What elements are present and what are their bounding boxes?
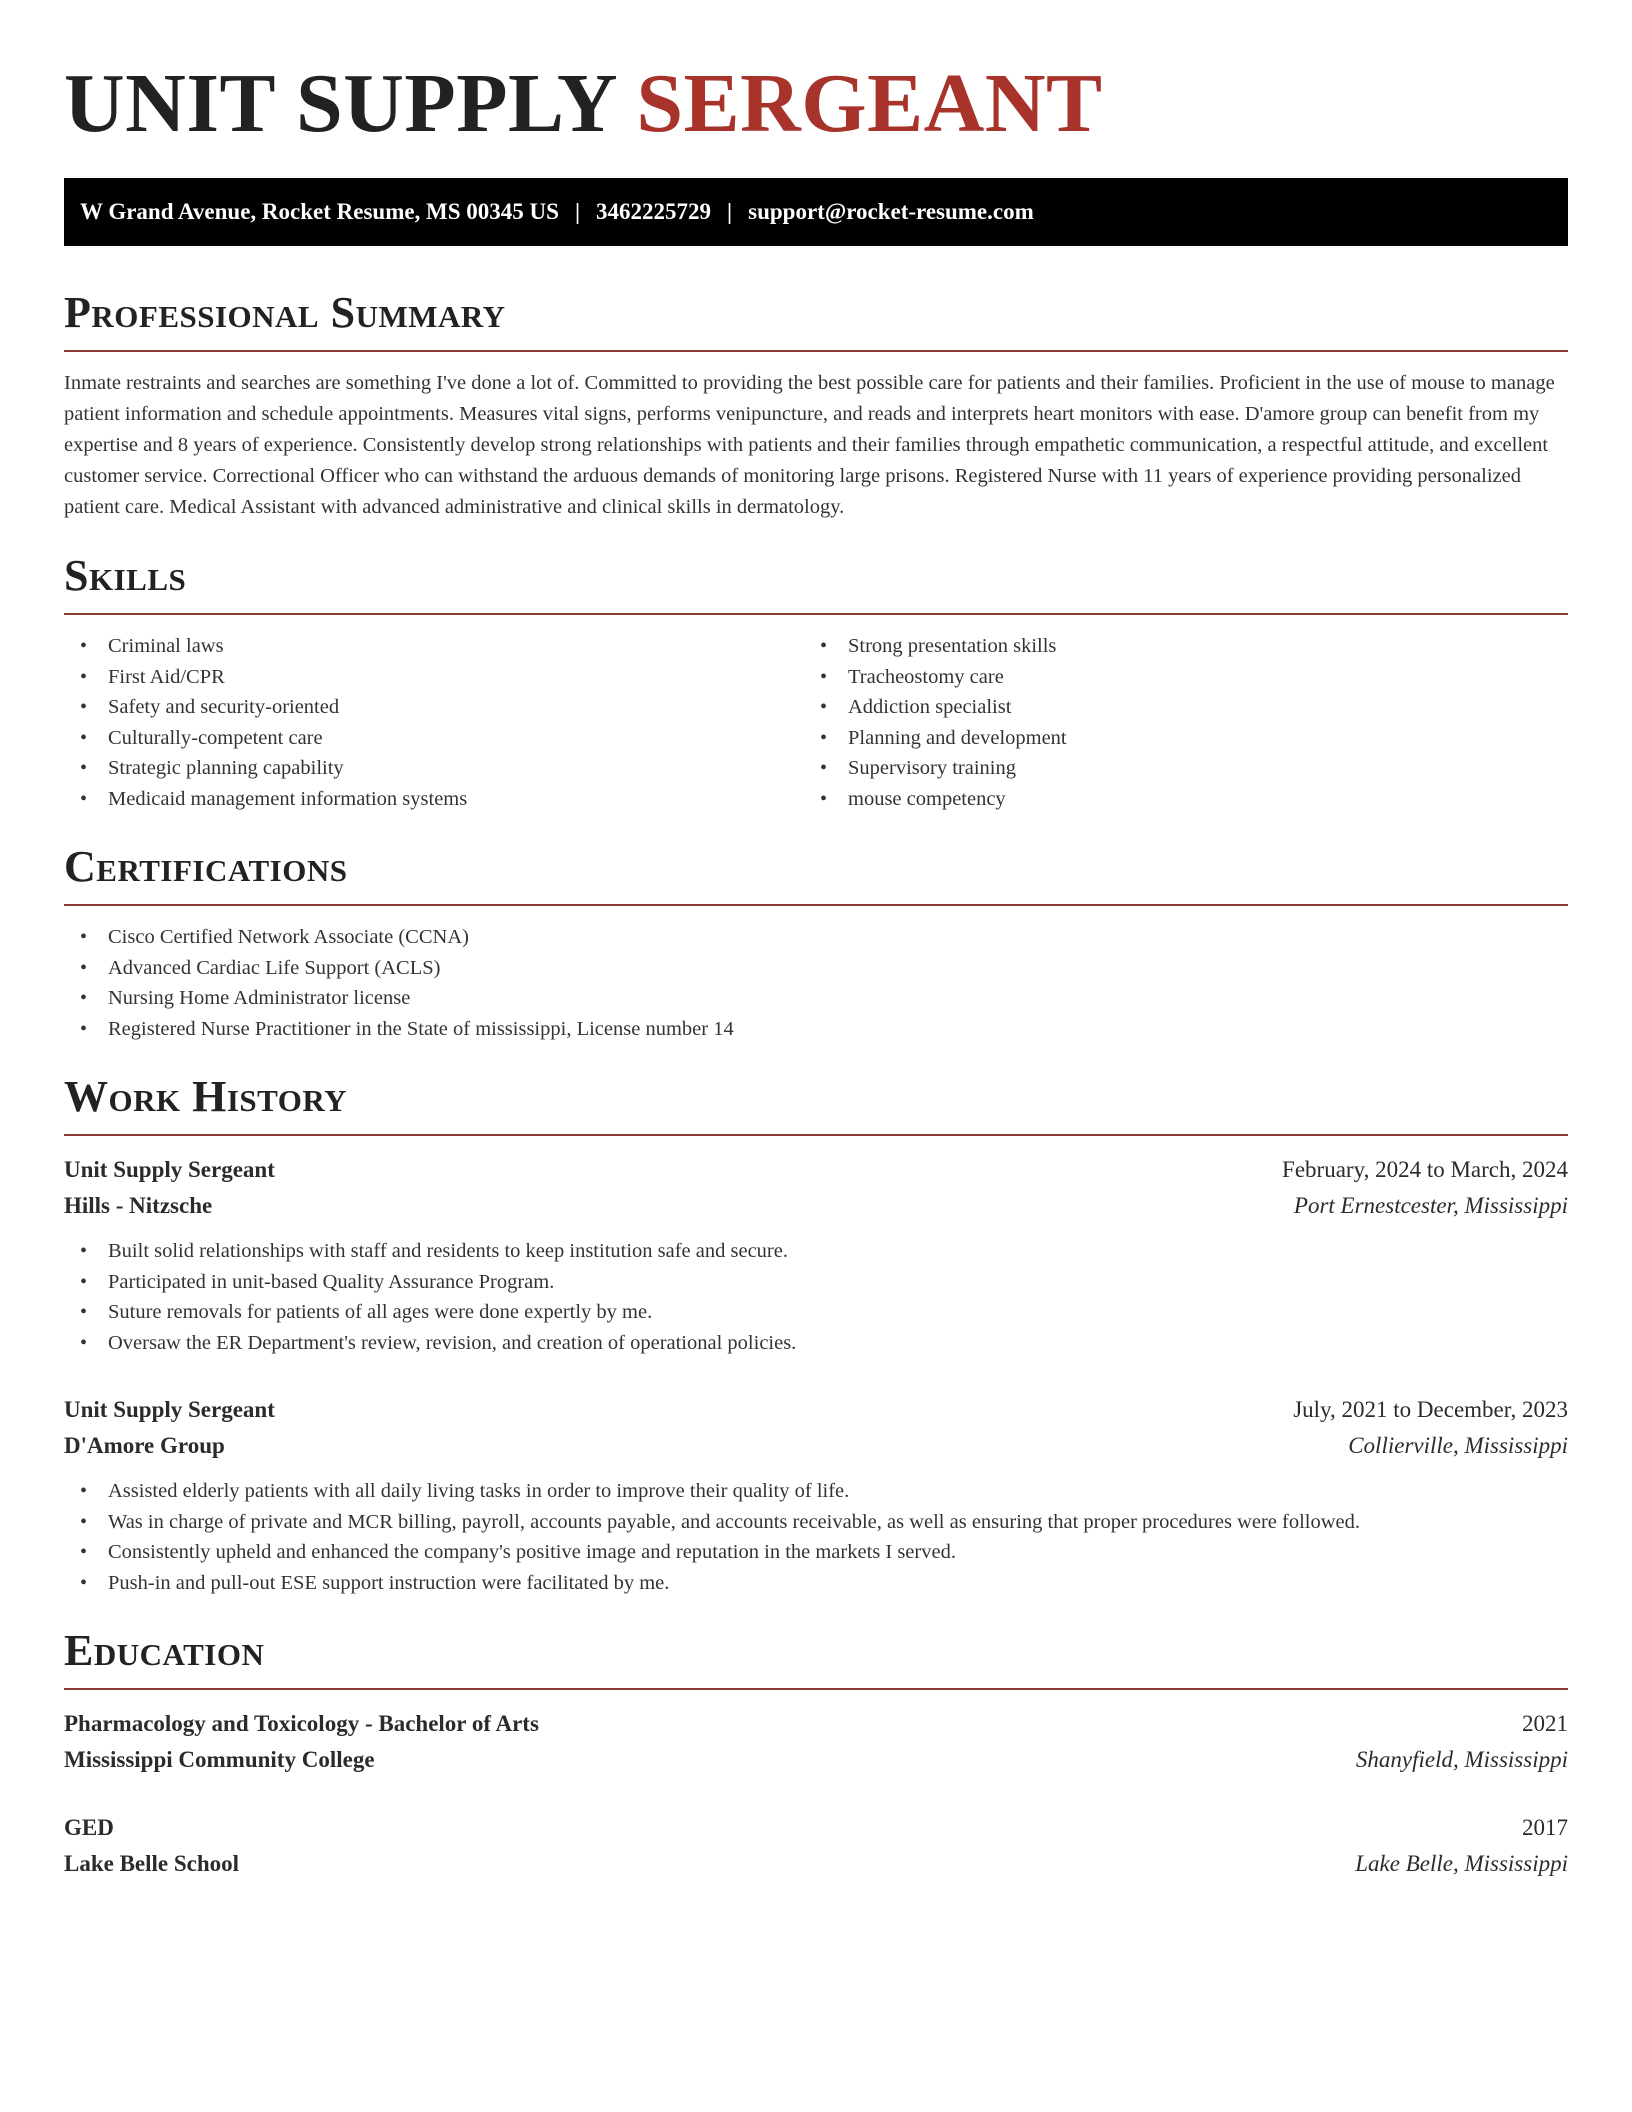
education-school-row — [64, 1742, 1568, 1778]
education-year: 2021 — [1522, 1711, 1568, 1736]
job-header-row — [64, 1152, 1568, 1188]
job-dates: February, 2024 to March, 2024 — [1282, 1157, 1568, 1182]
contact-bar — [64, 178, 1568, 246]
education-entry — [64, 1706, 1568, 1778]
education-location: Lake Belle, Mississippi — [1355, 1851, 1568, 1876]
certifications-title: Certifications — [64, 842, 348, 891]
contact-separator: | — [574, 199, 581, 224]
job-bullet: • Was in charge of private and MCR billing, payroll, accounts payable, and accounts receivable, as well as ensuring that proper procedures were followed. — [78, 1507, 1568, 1538]
section-divider — [64, 613, 1568, 615]
education-section — [64, 1626, 1568, 1882]
certification-item: • Advanced Cardiac Life Support (ACLS) — [78, 953, 1568, 984]
skills-list-left — [64, 631, 804, 814]
skill-item: • mouse competency — [818, 784, 1544, 815]
skills-grid — [64, 631, 1568, 814]
job-entry — [64, 1152, 1568, 1358]
education-header-row — [64, 1810, 1568, 1846]
section-divider — [64, 1688, 1568, 1690]
job-dates: July, 2021 to December, 2023 — [1293, 1397, 1568, 1422]
job-location: Collierville, Mississippi — [1348, 1433, 1568, 1458]
skill-item: • Safety and security-oriented — [78, 692, 804, 723]
job-bullet: • Assisted elderly patients with all daily living tasks in order to improve their quality of life. — [78, 1476, 1568, 1507]
skill-item: • Planning and development — [818, 723, 1544, 754]
skill-item: • Culturally-competent care — [78, 723, 804, 754]
section-divider — [64, 904, 1568, 906]
name-last: SERGEANT — [636, 57, 1103, 150]
job-bullet: • Consistently upheld and enhanced the company's positive image and reputation in the markets I served. — [78, 1537, 1568, 1568]
job-location: Port Ernestcester, Mississippi — [1293, 1193, 1568, 1218]
contact-phone: 3462225729 — [596, 199, 712, 224]
section-divider — [64, 350, 1568, 352]
job-header-row — [64, 1392, 1568, 1428]
job-bullet: • Participated in unit-based Quality Assurance Program. — [78, 1267, 1568, 1298]
job-position: Unit Supply Sergeant — [64, 1157, 275, 1182]
education-location: Shanyfield, Mississippi — [1355, 1747, 1568, 1772]
skill-item: • Supervisory training — [818, 753, 1544, 784]
job-position: Unit Supply Sergeant — [64, 1397, 275, 1422]
summary-title: Professional Summary — [64, 288, 506, 337]
contact-email: support@rocket-resume.com — [748, 199, 1034, 224]
job-company: Hills - Nitzsche — [64, 1193, 213, 1218]
job-bullet: • Suture removals for patients of all ages were done expertly by me. — [78, 1297, 1568, 1328]
certifications-section — [64, 842, 1568, 1044]
skills-title: Skills — [64, 551, 187, 600]
education-year: 2017 — [1522, 1815, 1568, 1840]
education-school-row — [64, 1846, 1568, 1882]
certification-item: • Nursing Home Administrator license — [78, 983, 1568, 1014]
job-company: D'Amore Group — [64, 1433, 225, 1458]
skill-item: • Strong presentation skills — [818, 631, 1544, 662]
work-history-title: Work History — [64, 1072, 348, 1121]
skill-item: • Addiction specialist — [818, 692, 1544, 723]
certifications-list — [64, 922, 1568, 1044]
skill-item: • First Aid/CPR — [78, 662, 804, 693]
certification-item: • Registered Nurse Practitioner in the State of mississippi, License number 14 — [78, 1014, 1568, 1045]
education-entry — [64, 1810, 1568, 1882]
job-company-row — [64, 1428, 1568, 1464]
education-degree: Pharmacology and Toxicology - Bachelor of Arts — [64, 1711, 539, 1736]
skill-item: • Medicaid management information systems — [78, 784, 804, 815]
job-bullet: • Push-in and pull-out ESE support instruction were facilitated by me. — [78, 1568, 1568, 1599]
job-entry — [64, 1392, 1568, 1598]
education-degree: GED — [64, 1815, 114, 1840]
skills-list-right — [804, 631, 1544, 814]
education-school: Mississippi Community College — [64, 1747, 375, 1772]
skill-item: • Strategic planning capability — [78, 753, 804, 784]
education-title: Education — [64, 1626, 265, 1675]
summary-section — [64, 288, 1568, 523]
job-bullets — [64, 1236, 1568, 1358]
job-bullet: • Oversaw the ER Department's review, revision, and creation of operational policies. — [78, 1328, 1568, 1359]
section-divider — [64, 1134, 1568, 1136]
job-bullets — [64, 1476, 1568, 1598]
name-first: UNIT SUPPLY — [64, 57, 615, 150]
job-company-row — [64, 1188, 1568, 1224]
contact-separator: | — [727, 199, 733, 224]
education-header-row — [64, 1706, 1568, 1742]
education-school: Lake Belle School — [64, 1851, 240, 1876]
resume-name — [64, 56, 1568, 152]
contact-address: W Grand Avenue, Rocket Resume, MS 00345 US — [80, 199, 559, 224]
certification-item: • Cisco Certified Network Associate (CCNA) — [78, 922, 1568, 953]
job-bullet: • Built solid relationships with staff and residents to keep institution safe and secure. — [78, 1236, 1568, 1267]
work-history-section — [64, 1072, 1568, 1598]
skill-item: • Criminal laws — [78, 631, 804, 662]
skill-item: • Tracheostomy care — [818, 662, 1544, 693]
summary-text: Inmate restraints and searches are something I've done a lot of. Committed to providing the best possible care for patients and their families. Proficient in the use of mouse to manage patient information and schedule appointments. Measures vital signs, performs venipuncture, and reads and interprets heart monitors with ease. D'amore group can benefit from my expertise and 8 years of experience. Consistently develop strong relationships with patients and their families through empathetic communication, a respectful attitude, and excellent customer service. Correctional Officer who can withstand the arduous demands of monitoring large prisons. Registered Nurse with 11 years of experience providing personalized patient care. Medical Assistant with advanced administrative and clinical skills in dermatology. — [64, 372, 1555, 518]
skills-section — [64, 551, 1568, 814]
